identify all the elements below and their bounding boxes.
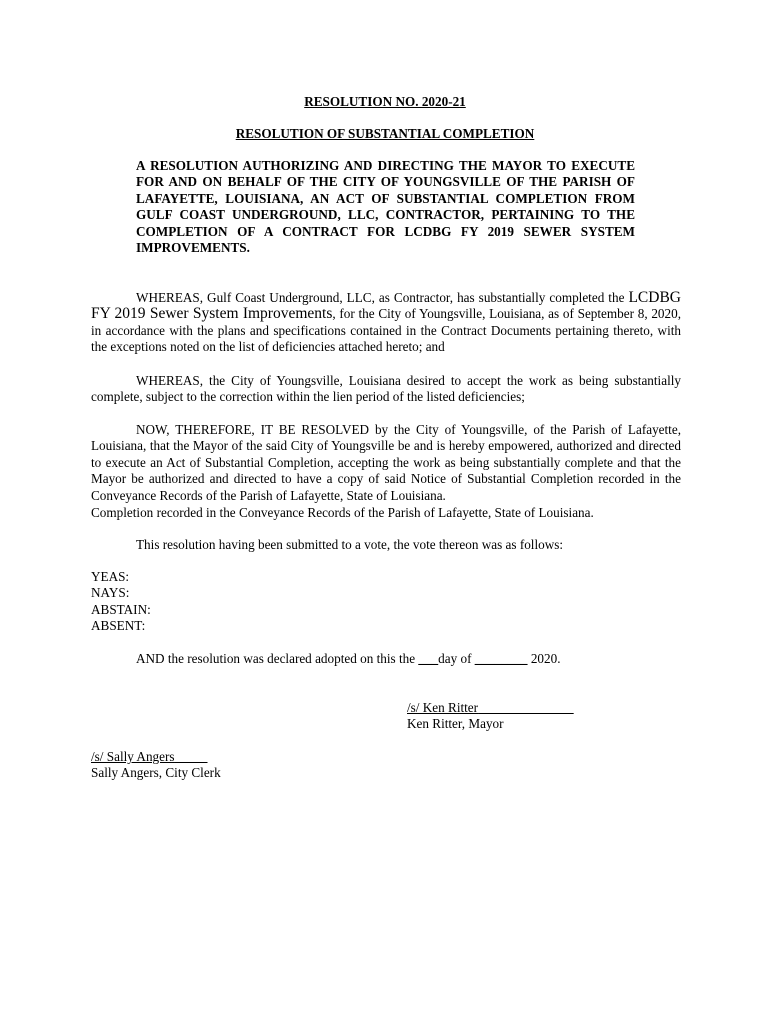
mayor-name: Ken Ritter, Mayor xyxy=(407,716,504,732)
vote-absent: ABSENT: xyxy=(91,618,146,634)
vote-nays: NAYS: xyxy=(91,585,130,601)
whereas-paragraph-1 xyxy=(91,290,681,356)
resolution-heading: A RESOLUTION AUTHORIZING AND DIRECTING THE MAYOR TO EXECUTE FOR AND ON BEHALF OF THE CITY OF YOUNGSVILLE OF THE PARISH OF LAFAYETTE, LOUISIANA, AN ACT OF SUBSTANTIAL COMPLETION FROM GULF COAST UNDERGROUND, LLC, CONTRACTOR, PERTAINING TO THE COMPLETION OF A CONTRACT FOR LCDBG FY 2019 SEWER SYSTEM IMPROVEMENTS. xyxy=(136,158,635,256)
resolution-title: RESOLUTION OF SUBSTANTIAL COMPLETION xyxy=(235,126,535,141)
vote-abstain: ABSTAIN: xyxy=(91,601,151,617)
clerk-signature-block xyxy=(91,749,221,782)
clerk-name: Sally Angers, City Clerk xyxy=(91,765,221,781)
adoption-statement xyxy=(136,651,560,667)
adopted-month-blank: ________ xyxy=(474,651,528,666)
vote-list xyxy=(91,569,151,635)
resolved-repeat-line: Completion recorded in the Conveyance Records of the Parish of Lafayette, State of Louisiana. xyxy=(91,505,594,520)
mayor-signature: /s/ Ken Ritter xyxy=(407,700,479,715)
clerk-signature: /s/ Sally Angers xyxy=(91,749,175,764)
vote-intro: This resolution having been submitted to a vote, the vote thereon was as follows: xyxy=(136,537,564,552)
vote-yeas: YEAS: xyxy=(91,569,130,584)
resolved-paragraph: NOW, THEREFORE, IT BE RESOLVED by the City of Youngsville, of the Parish of Lafayette, Louisiana, that the Mayor of the said City of Youngsville be and is hereby empowered, authorized and directed to execute an Act of Substantial Completion, accepting the work as being substantially complete and that the Mayor be authorized and directed to have a copy of said Notice of Substantial Completion recorded in the Conveyance Records of the Parish of Lafayette, State of Louisiana. xyxy=(91,422,681,503)
resolution-number: RESOLUTION NO. 2020-21 xyxy=(304,94,466,109)
whereas-paragraph-2: WHEREAS, the City of Youngsville, Louisiana desired to accept the work as being substantially complete, subject to the correction within the lien period of the listed deficiencies; xyxy=(91,373,681,405)
whereas1-rest: , for the City of Youngsville, Louisiana, as of September 8, 2020, in accordance with the plans and specifications contained in the Contract Documents pertaining thereto, with the exceptions noted on the list of deficiencies attached hereto; and xyxy=(91,306,682,355)
adopted-prefix: AND the resolution was declared adopted on this the xyxy=(136,651,416,666)
mayor-signature-block xyxy=(407,700,574,733)
adopted-year: 2020. xyxy=(530,651,561,666)
whereas1-project: LCDBG FY 2019 Sewer System Improvements xyxy=(91,289,682,323)
adopted-day-blank: ___ xyxy=(418,651,439,666)
adopted-day-of: day of xyxy=(438,651,472,666)
whereas1-start: WHEREAS, Gulf Coast Underground, LLC, as Contractor, has substantially completed the xyxy=(136,290,625,305)
